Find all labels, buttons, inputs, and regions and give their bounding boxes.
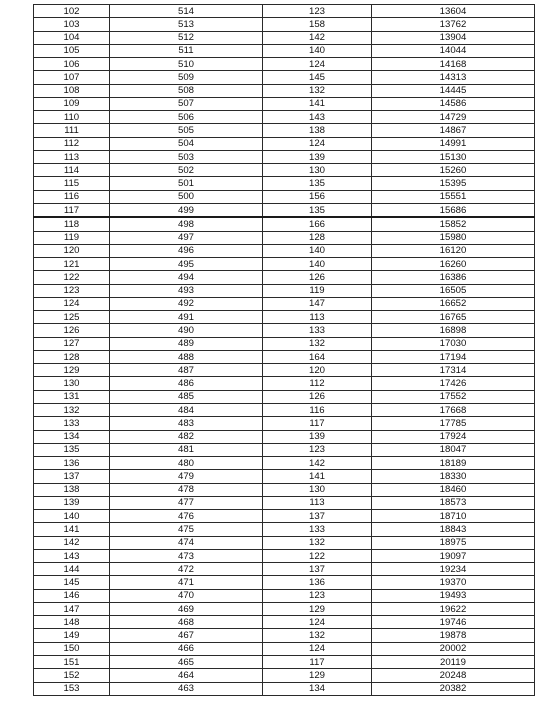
score-cell: 466 (110, 642, 263, 655)
count-cell: 132 (263, 629, 372, 642)
table-row (34, 403, 535, 416)
cumulative-cell: 14168 (372, 58, 535, 71)
score-cell: 476 (110, 510, 263, 523)
cumulative-cell: 15852 (372, 217, 535, 231)
rank-cell: 103 (34, 18, 110, 31)
table-row (34, 5, 535, 18)
count-cell: 142 (263, 31, 372, 44)
cumulative-cell: 18975 (372, 536, 535, 549)
rank-cell: 102 (34, 5, 110, 18)
table-row (34, 443, 535, 456)
rank-cell: 127 (34, 337, 110, 350)
cumulative-cell: 19746 (372, 616, 535, 629)
cumulative-cell: 14729 (372, 111, 535, 124)
cumulative-cell: 19097 (372, 549, 535, 562)
table-row (34, 656, 535, 669)
table-row (34, 616, 535, 629)
score-cell: 487 (110, 364, 263, 377)
table-row (34, 350, 535, 363)
rank-cell: 115 (34, 177, 110, 190)
count-cell: 139 (263, 150, 372, 163)
score-cell: 475 (110, 523, 263, 536)
rank-cell: 124 (34, 297, 110, 310)
table-row (34, 629, 535, 642)
rank-cell: 137 (34, 470, 110, 483)
cumulative-cell: 19878 (372, 629, 535, 642)
score-cell: 489 (110, 337, 263, 350)
count-cell: 124 (263, 58, 372, 71)
rank-cell: 105 (34, 44, 110, 57)
rank-cell: 142 (34, 536, 110, 549)
rank-cell: 139 (34, 496, 110, 509)
cumulative-cell: 18710 (372, 510, 535, 523)
score-cell: 463 (110, 682, 263, 695)
rank-cell: 120 (34, 244, 110, 257)
cumulative-cell: 17552 (372, 390, 535, 403)
score-cell: 504 (110, 137, 263, 150)
score-cell: 491 (110, 311, 263, 324)
score-cell: 511 (110, 44, 263, 57)
table-row (34, 297, 535, 310)
score-cell: 502 (110, 164, 263, 177)
cumulative-cell: 16505 (372, 284, 535, 297)
table-row (34, 44, 535, 57)
table-row (34, 311, 535, 324)
rank-cell: 114 (34, 164, 110, 177)
count-cell: 122 (263, 549, 372, 562)
cumulative-cell: 13904 (372, 31, 535, 44)
score-cell: 512 (110, 31, 263, 44)
rank-cell: 119 (34, 231, 110, 244)
table-row (34, 124, 535, 137)
score-cell: 464 (110, 669, 263, 682)
score-cell: 501 (110, 177, 263, 190)
count-cell: 124 (263, 616, 372, 629)
table-row (34, 258, 535, 271)
score-cell: 468 (110, 616, 263, 629)
rank-cell: 132 (34, 403, 110, 416)
table-row (34, 177, 535, 190)
score-cell: 478 (110, 483, 263, 496)
rank-cell: 149 (34, 629, 110, 642)
table-row (34, 18, 535, 31)
cumulative-cell: 14867 (372, 124, 535, 137)
table-row (34, 324, 535, 337)
table-row (34, 563, 535, 576)
cumulative-cell: 18189 (372, 457, 535, 470)
table-row (34, 284, 535, 297)
rank-cell: 109 (34, 97, 110, 110)
table-row (34, 549, 535, 562)
rank-cell: 144 (34, 563, 110, 576)
score-cell: 484 (110, 403, 263, 416)
table-row (34, 137, 535, 150)
score-cell: 485 (110, 390, 263, 403)
count-cell: 130 (263, 483, 372, 496)
table-row (34, 523, 535, 536)
table-row (34, 377, 535, 390)
rank-cell: 133 (34, 417, 110, 430)
cumulative-cell: 19493 (372, 589, 535, 602)
cumulative-cell: 20248 (372, 669, 535, 682)
count-cell: 126 (263, 390, 372, 403)
count-cell: 135 (263, 177, 372, 190)
score-cell: 513 (110, 18, 263, 31)
table-row (34, 364, 535, 377)
cumulative-cell: 19234 (372, 563, 535, 576)
rank-cell: 150 (34, 642, 110, 655)
table-row (34, 231, 535, 244)
count-cell: 147 (263, 297, 372, 310)
count-cell: 142 (263, 457, 372, 470)
rank-cell: 141 (34, 523, 110, 536)
score-table (33, 4, 535, 696)
score-cell: 514 (110, 5, 263, 18)
table-row (34, 111, 535, 124)
cumulative-cell: 15686 (372, 203, 535, 217)
cumulative-cell: 19622 (372, 602, 535, 615)
score-cell: 482 (110, 430, 263, 443)
table-row (34, 417, 535, 430)
table-row (34, 496, 535, 509)
table-row (34, 190, 535, 203)
cumulative-cell: 14586 (372, 97, 535, 110)
score-cell: 498 (110, 217, 263, 231)
cumulative-cell: 18330 (372, 470, 535, 483)
table-row (34, 150, 535, 163)
count-cell: 112 (263, 377, 372, 390)
table-row (34, 71, 535, 84)
score-cell: 494 (110, 271, 263, 284)
rank-cell: 117 (34, 203, 110, 217)
cumulative-cell: 19370 (372, 576, 535, 589)
score-cell: 495 (110, 258, 263, 271)
rank-cell: 153 (34, 682, 110, 695)
cumulative-cell: 14313 (372, 71, 535, 84)
cumulative-cell: 15551 (372, 190, 535, 203)
table-row (34, 203, 535, 217)
table-row (34, 483, 535, 496)
cumulative-cell: 13604 (372, 5, 535, 18)
score-cell: 481 (110, 443, 263, 456)
rank-cell: 143 (34, 549, 110, 562)
count-cell: 123 (263, 5, 372, 18)
score-cell: 471 (110, 576, 263, 589)
cumulative-cell: 20382 (372, 682, 535, 695)
count-cell: 145 (263, 71, 372, 84)
count-cell: 120 (263, 364, 372, 377)
score-cell: 500 (110, 190, 263, 203)
count-cell: 123 (263, 589, 372, 602)
rank-cell: 104 (34, 31, 110, 44)
cumulative-cell: 17426 (372, 377, 535, 390)
count-cell: 124 (263, 642, 372, 655)
count-cell: 156 (263, 190, 372, 203)
rank-cell: 128 (34, 350, 110, 363)
rank-cell: 136 (34, 457, 110, 470)
rank-cell: 121 (34, 258, 110, 271)
score-cell: 510 (110, 58, 263, 71)
rank-cell: 140 (34, 510, 110, 523)
table-row (34, 510, 535, 523)
count-cell: 134 (263, 682, 372, 695)
count-cell: 158 (263, 18, 372, 31)
score-cell: 465 (110, 656, 263, 669)
cumulative-cell: 18843 (372, 523, 535, 536)
table-row (34, 669, 535, 682)
score-cell: 479 (110, 470, 263, 483)
rank-cell: 147 (34, 602, 110, 615)
rank-cell: 135 (34, 443, 110, 456)
count-cell: 143 (263, 111, 372, 124)
rank-cell: 148 (34, 616, 110, 629)
table-row (34, 337, 535, 350)
score-cell: 469 (110, 602, 263, 615)
score-cell: 486 (110, 377, 263, 390)
table-row (34, 576, 535, 589)
count-cell: 132 (263, 84, 372, 97)
count-cell: 140 (263, 244, 372, 257)
count-cell: 119 (263, 284, 372, 297)
score-cell: 467 (110, 629, 263, 642)
count-cell: 130 (263, 164, 372, 177)
table-row (34, 589, 535, 602)
rank-cell: 151 (34, 656, 110, 669)
count-cell: 113 (263, 496, 372, 509)
cumulative-cell: 17030 (372, 337, 535, 350)
count-cell: 116 (263, 403, 372, 416)
rank-cell: 126 (34, 324, 110, 337)
table-row (34, 470, 535, 483)
cumulative-cell: 14445 (372, 84, 535, 97)
rank-cell: 111 (34, 124, 110, 137)
score-cell: 493 (110, 284, 263, 297)
count-cell: 135 (263, 203, 372, 217)
score-cell: 506 (110, 111, 263, 124)
score-cell: 508 (110, 84, 263, 97)
score-cell: 507 (110, 97, 263, 110)
cumulative-cell: 16386 (372, 271, 535, 284)
rank-cell: 130 (34, 377, 110, 390)
rank-cell: 129 (34, 364, 110, 377)
score-table-body (34, 5, 535, 696)
cumulative-cell: 18047 (372, 443, 535, 456)
count-cell: 123 (263, 443, 372, 456)
count-cell: 137 (263, 510, 372, 523)
rank-cell: 118 (34, 217, 110, 231)
rank-cell: 107 (34, 71, 110, 84)
table-row (34, 31, 535, 44)
rank-cell: 146 (34, 589, 110, 602)
count-cell: 117 (263, 417, 372, 430)
rank-cell: 152 (34, 669, 110, 682)
cumulative-cell: 17314 (372, 364, 535, 377)
cumulative-cell: 16260 (372, 258, 535, 271)
table-row (34, 602, 535, 615)
cumulative-cell: 17668 (372, 403, 535, 416)
cumulative-cell: 14991 (372, 137, 535, 150)
rank-cell: 123 (34, 284, 110, 297)
table-row (34, 642, 535, 655)
count-cell: 140 (263, 44, 372, 57)
cumulative-cell: 20002 (372, 642, 535, 655)
count-cell: 113 (263, 311, 372, 324)
score-cell: 470 (110, 589, 263, 602)
table-row (34, 536, 535, 549)
count-cell: 133 (263, 523, 372, 536)
score-cell: 509 (110, 71, 263, 84)
count-cell: 166 (263, 217, 372, 231)
rank-cell: 134 (34, 430, 110, 443)
cumulative-cell: 16120 (372, 244, 535, 257)
cumulative-cell: 17194 (372, 350, 535, 363)
table-row (34, 164, 535, 177)
cumulative-cell: 15395 (372, 177, 535, 190)
cumulative-cell: 18573 (372, 496, 535, 509)
count-cell: 138 (263, 124, 372, 137)
score-cell: 472 (110, 563, 263, 576)
table-row (34, 97, 535, 110)
count-cell: 132 (263, 536, 372, 549)
count-cell: 124 (263, 137, 372, 150)
cumulative-cell: 13762 (372, 18, 535, 31)
rank-cell: 116 (34, 190, 110, 203)
score-cell: 488 (110, 350, 263, 363)
cumulative-cell: 15980 (372, 231, 535, 244)
score-cell: 503 (110, 150, 263, 163)
count-cell: 133 (263, 324, 372, 337)
count-cell: 140 (263, 258, 372, 271)
score-cell: 497 (110, 231, 263, 244)
score-cell: 492 (110, 297, 263, 310)
count-cell: 141 (263, 470, 372, 483)
cumulative-cell: 17785 (372, 417, 535, 430)
score-cell: 496 (110, 244, 263, 257)
score-table-sheet (33, 4, 534, 696)
rank-cell: 110 (34, 111, 110, 124)
table-row (34, 682, 535, 695)
count-cell: 132 (263, 337, 372, 350)
table-row (34, 430, 535, 443)
rank-cell: 108 (34, 84, 110, 97)
table-row (34, 271, 535, 284)
cumulative-cell: 17924 (372, 430, 535, 443)
table-row (34, 244, 535, 257)
cumulative-cell: 18460 (372, 483, 535, 496)
rank-cell: 113 (34, 150, 110, 163)
count-cell: 129 (263, 602, 372, 615)
score-cell: 477 (110, 496, 263, 509)
cumulative-cell: 16765 (372, 311, 535, 324)
rank-cell: 145 (34, 576, 110, 589)
count-cell: 128 (263, 231, 372, 244)
cumulative-cell: 16652 (372, 297, 535, 310)
rank-cell: 138 (34, 483, 110, 496)
score-cell: 473 (110, 549, 263, 562)
table-row (34, 217, 535, 231)
count-cell: 137 (263, 563, 372, 576)
count-cell: 164 (263, 350, 372, 363)
score-cell: 474 (110, 536, 263, 549)
score-cell: 499 (110, 203, 263, 217)
score-cell: 505 (110, 124, 263, 137)
count-cell: 126 (263, 271, 372, 284)
score-cell: 490 (110, 324, 263, 337)
count-cell: 117 (263, 656, 372, 669)
cumulative-cell: 15260 (372, 164, 535, 177)
rank-cell: 131 (34, 390, 110, 403)
rank-cell: 125 (34, 311, 110, 324)
table-row (34, 390, 535, 403)
rank-cell: 112 (34, 137, 110, 150)
score-cell: 480 (110, 457, 263, 470)
rank-cell: 106 (34, 58, 110, 71)
count-cell: 139 (263, 430, 372, 443)
count-cell: 141 (263, 97, 372, 110)
table-row (34, 84, 535, 97)
rank-cell: 122 (34, 271, 110, 284)
cumulative-cell: 15130 (372, 150, 535, 163)
table-row (34, 58, 535, 71)
cumulative-cell: 20119 (372, 656, 535, 669)
cumulative-cell: 16898 (372, 324, 535, 337)
cumulative-cell: 14044 (372, 44, 535, 57)
count-cell: 136 (263, 576, 372, 589)
score-cell: 483 (110, 417, 263, 430)
count-cell: 129 (263, 669, 372, 682)
table-row (34, 457, 535, 470)
